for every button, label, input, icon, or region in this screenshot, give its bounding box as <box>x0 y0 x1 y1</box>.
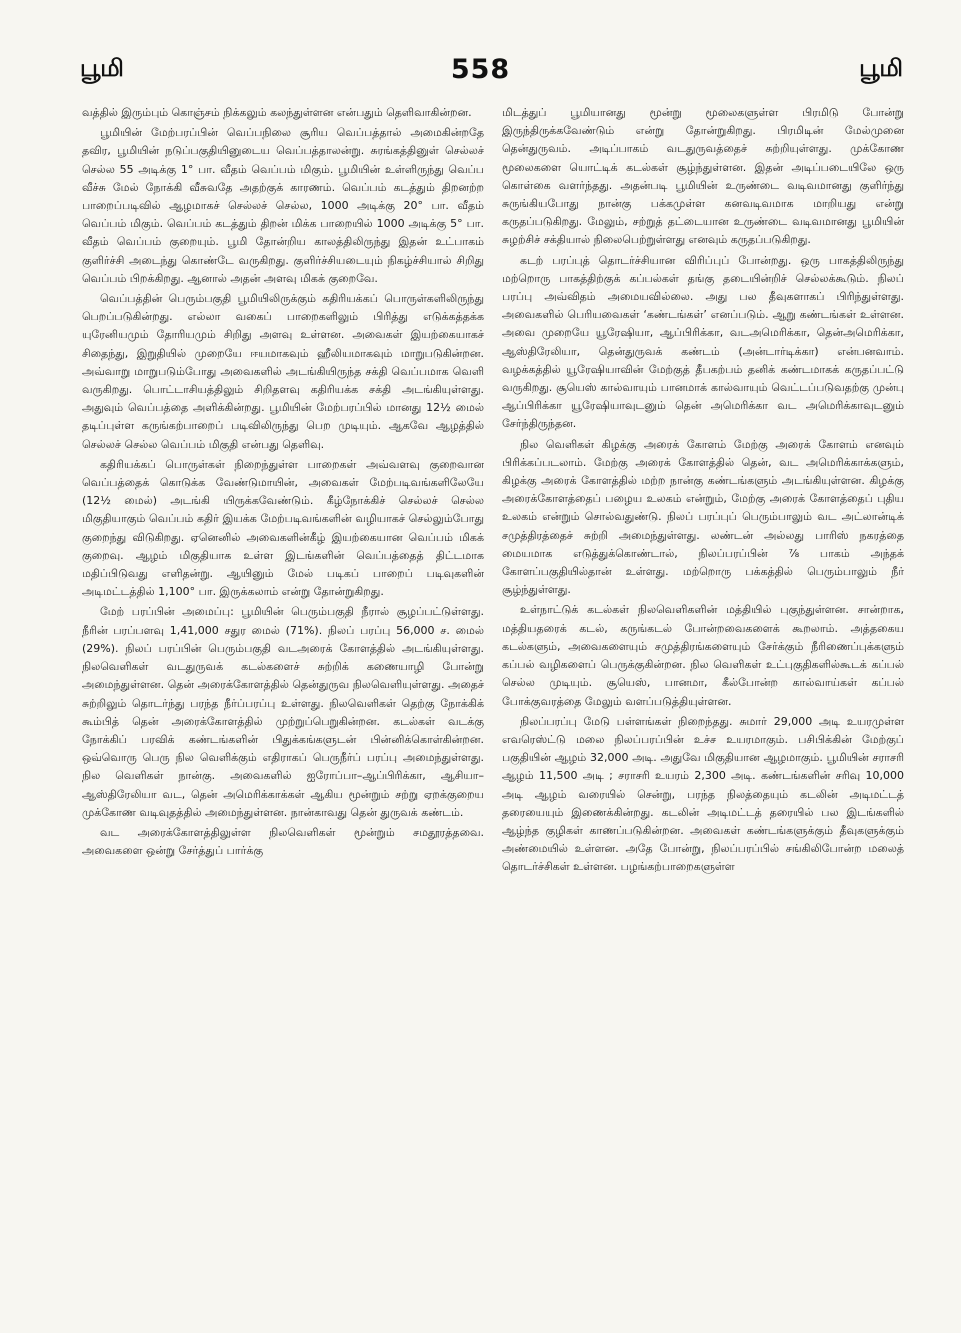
paragraph: வத்தில் இரும்பும் கொஞ்சம் நிக்கலும் கலந்துள்ளன என்பதும் தெளிவாகின்றன. <box>82 106 472 119</box>
paragraph: கடற் பரப்புத் தொடர்ச்சியான விரிப்புப் போன்றது. ஒரு பாகத்திலிருந்து மற்றொரு பாகத்திற்குக் கப்பல்கள் தங்கு தடையின்றிச் செல்லக்கூடும். நிலப் பரப்பு அவ்விதம் அமையவில்லை. அது பல தீவுகளாகப் பிரிந்துள்ளது. அவைகளில் பெரியவைகள் ‘கண்டங்கள்’ எனப்படும். ஆறு கண்டங்கள் உள்ளன. அவை முறையே யூரேஷியா, ஆப்பிரிக்கா, வடஅமெரிக்கா, தென்அமெரிக்கா, ஆஸ்திரேலியா, தென்துருவக் கண்டம் (அன்டார்டிக்கா) என்பனவாம். வழக்கத்தில் யூரேஷியாவின் மேற்குத் தீபகற்பம் தனிக் கண்டமாகக் கருதப்பட்டு வருகிறது. சூயெஸ் கால்வாயும் பானமாக் கால்வாயும் வெட்டப்படுவதற்கு முன்பு ஆப்பிரிக்கா யூரேஷியாவுடனும் தென் அமெரிக்கா வட அமெரிக்காவுடனும் சேர்ந்திருந்தன. <box>502 253 904 431</box>
paragraph: வெப்பத்தின் பெரும்பகுதி பூமியிலிருக்கும் கதிரியக்கப் பொருள்களிலிருந்து பெறப்படுகின்றது. எல்லா வகைப் பாறைகளிலும் பிரித்து எடுக்கத்தக்க யுரேனியமும் தோரியமும் சிறிது அளவு உள்ளன. அவைகள் இயற்கையாகச் சிதைந்து, இறுதியில் முறையே ஈயமாகவும் ஹீலியமாகவும் மாறுபடுகின்றன. அவ்வாறு மாறுபடும்போது அவைகளில் அடங்கியிருந்த சக்தி வெப்பமாக வெளி வருகிறது. பொட்டாசியத்திலும் சிறிதளவு கதிரியக்க சக்தி அடங்கியுள்ளது. அதுவும் வெப்பத்தை அளிக்கின்றது. பூமியின் மேற்பரப்பில் மானது 12½ மைல் தடிப்புள்ள கருங்கற்பாறைப் படிவிலிருந்து பெற முடியும். ஆகவே ஆழத்தில் செல்லச் செல்ல வெப்பம் மிகுதி என்பது தெளிவு. <box>82 292 484 451</box>
running-head-right: பூமி <box>859 54 903 82</box>
right-column <box>502 104 904 1319</box>
running-head-left: பூமி <box>80 54 124 82</box>
paragraph: வட அரைக்கோளத்திலுள்ள நிலவெளிகள் மூன்றும் சமதூரத்தவை. அவைகளை ஒன்று சேர்த்துப் பார்க்கு <box>82 825 484 858</box>
paragraph: உள்நாட்டுக் கடல்கள் நிலவெளிகளின் மத்தியில் புகுந்துள்ளன. சான்றாக, மத்தியதரைக் கடல், கருங்கடல் போன்றவைகளைக் கூறலாம். அத்தகைய கடல்களும், அவைகளையும் சமுத்திரங்களையும் சேர்க்கும் நீரிணைப்புக்களும் கப்பல் வழிகளைப் பெருக்குகின்றன. நில வெளிகள் உட்புகுதிகளில்கூடக் கப்பல் செல்ல முடியும். சூயெஸ், பானமா, கீல்போன்ற கால்வாய்கள் கப்பல் போக்குவரத்தை மேலும் வளப்படுத்தியுள்ளன. <box>502 603 904 708</box>
paragraph: மேற் பரப்பின் அமைப்பு: பூமியின் பெரும்பகுதி நீரால் சூழப்பட்டுள்ளது. நீரின் பரப்பளவு 1,41,000 சதுர மைல் (71%). நிலப் பரப்பு 56,000 ச. மைல் (29%). நிலப் பரப்பின் பெரும்பகுதி வடஅரைக் கோளத்தில் அடங்கியுள்ளது. நிலவெளிகள் வடதுருவக் கடல்களைச் சுற்றிக் கணையாழி போன்று அமைந்துள்ளன. தென் அரைக்கோளத்தில் தென்துருவ நிலவெளியுள்ளது. அதைச் சுற்றிலும் தொடர்ந்து பரந்த நீர்ப்பரப்பு உள்ளது. நிலவெளிகள் தெற்கு நோக்கிக் கூம்பித் தென் அரைக்கோளத்தில் முற்றுப்பெறுகின்றன. கடல்கள் வடக்கு நோக்கிப் பரவிக் கண்டங்களின் பிதுக்கங்களுடன் பின்னிக்கொள்கின்றன. ஒவ்வொரு பெரு நில வெளிக்கும் எதிராகப் பெருநீர்ப் பரப்பு அமைந்துள்ளது. நில வெளிகள் நான்கு. அவைகளில் ஐரோப்பா–ஆப்பிரிக்கா, ஆசியா–ஆஸ்திரேலியா வட, தென் அமெரிக்காக்கள் ஆகிய மூன்றும் சற்று ஏறக்குறைய முக்கோண வடிவுதத்தில் அமைந்துள்ளன. நான்காவது தென் துருவக் கண்டம். <box>82 605 484 819</box>
paragraph: மிடத்துப் பூமியானது மூன்று மூலைகளுள்ள பிரமிடு போன்று இருந்திருக்கவேண்டும் என்று தோன்றுகிறது. பிரமிடின் மேல்முனை தென்துருவம். அடிப்பாகம் வடதுருவத்தைச் சுற்றியுள்ளது. முக்கோண மூலைகளை யொட்டிக் கடல்கள் சூழ்ந்துள்ளன. இதன் அடிப்படையிலே ஒரு கொள்கை வளர்ந்தது. அதன்படி பூமியின் உருண்டை வடிவமானது குளிர்ந்து சுருங்கியபோது நான்கு பக்கமுள்ள கனவடிவமாக மாறியது என்று கருதப்படுகிறது. மேலும், சற்றுத் தட்டையான உருண்டை வடிவமானது பூமியின் சுழற்சிச் சக்தியால் நிலைபெற்றுள்ளது எனவும் கருதப்படுகிறது. <box>502 106 904 247</box>
paragraph: கதிரியக்கப் பொருள்கள் நிறைந்துள்ள பாறைகள் அவ்வளவு குறைவான வெப்பத்தைக் கொடுக்க வேண்டுமாயின், அவைகள் மேற்படிவங்களிலேயே (12½ மைல்) அடங்கி யிருக்கவேண்டும். கீழ்நோக்கிச் செல்லச் செல்ல மிகுதியாகும் வெப்பம் கதிர் இயக்க மேற்படிவங்களின் வழியாகச் செல்லும்போது குறைந்து விடுகிறது. ஏனெனில் அவைகளின்கீழ் இயற்கையான வெப்பம் மிகக் குறைவு. ஆழம் மிகுதியாக உள்ள இடங்களின் வெப்பத்தைத் திட்டமாக மதிப்பிடுவது எளிதன்று. ஆயினும் மேல் படிகப் பாறைப் படிவுகளின் அடிமட்டத்தில் 1,100° பா. இருக்கலாம் என்று தோன்றுகிறது. <box>82 457 484 599</box>
paragraph: நில வெளிகள் கிழக்கு அரைக் கோளம் மேற்கு அரைக் கோளம் எனவும் பிரிக்கப்படலாம். மேற்கு அரைக் கோளத்தில் தென், வட அமெரிக்காக்களும், கிழக்கு அரைக் கோளத்தில் மற்ற நான்கு கண்டங்களும் அடங்கியுள்ளன. கிழக்கு அரைக்கோளத்தைப் பழைய உலகம் என்றும், மேற்கு அரைக் கோளத்தைப் புதிய உலகம் என்றும் சொல்வதுண்டு. நிலப் பரப்புப் பெரும்பாலும் வட அட்லான்டிக் சமுத்திரத்தைச் சுற்றி அமைந்துள்ளது. லண்டன் அல்லது பாரிஸ் நகரத்தை மையமாக எடுத்துக்கொண்டால், நிலப்பரப்பின் ⅞ பாகம் அந்தக் கோளப்பகுதியில்தான் உள்ளது. மற்றொரு பக்கத்தில் பெரும்பாலும் நீர் சூழ்ந்துள்ளது. <box>502 437 904 597</box>
paragraph: நிலப்பரப்பு மேடு பள்ளங்கள் நிறைந்தது. சுமார் 29,000 அடி உயரமுள்ள எவரெஸ்ட்டு மலை நிலப்பரப்பின் உச்ச உயரமாகும். பசிபிக்கின் மேற்குப் பகுதியின் ஆழம் 32,000 அடி. அதுவே மிகுதியான ஆழமாகும். பூமியின் சராசரி ஆழம் 11,500 அடி ; சராசரி உயரம் 2,300 அடி. கண்டங்களின் சரிவு 10,000 அடி ஆழம் வரையில் சென்று, பரந்த நிலத்தையும் கடலின் அடிமட்டத் தரையையும் இணைக்கின்றது. கடலின் அடிமட்டத் தரையில் பல இடங்களில் ஆழ்ந்த குழிகள் காணப்படுகின்றன. அவைகள் கண்டங்களுக்கும் தீவுகளுக்கும் அண்மையில் உள்ளன. அதே போன்று, நிலப்பரப்பில் சங்கிலிபோன்ற மலைத் தொடர்ச்சிகள் உள்ளன. பழங்கற்பாறைகளுள்ள <box>502 714 904 874</box>
left-column <box>82 104 484 1319</box>
page-number: 558 <box>450 54 511 85</box>
paragraph: பூமியின் மேற்பரப்பின் வெப்பநிலை சூரிய வெப்பத்தால் அமைகின்றதே தவிர, பூமியின் நடுப்பகுதியினுடைய வெப்பத்தாலன்று. சுரங்கத்தினுள் செல்லச் செல்ல 55 அடிக்கு 1° பா. வீதம் வெப்பம் மிகும். பூமியின் உள்ளிருந்து வெப்ப வீச்சு மேல் நோக்கி வீசுவதே அதற்குக் காரணம். வெப்பம் கடத்தும் திறனற்ற பாறைப்படிவில் ஆழமாகச் செல்லச் செல்ல, 1000 அடிக்கு 20° பா. வீதம் வெப்பம் மிகும். வெப்பம் கடத்தும் திறன் மிக்க பாறையில் 1000 அடிக்கு 5° பா. வீதம் வெப்பம் குறையும். பூமி தோன்றிய காலத்திலிருந்து இதன் உட்பாகம் குளிர்ச்சி அடைந்து கொண்டே வருகிறது. குளிர்ச்சியடையும் நிகழ்ச்சியால் சிறிது வெப்பம் பிறக்கிறது. ஆனால் அதன் அளவு மிகக் குறைவே. <box>82 126 484 285</box>
